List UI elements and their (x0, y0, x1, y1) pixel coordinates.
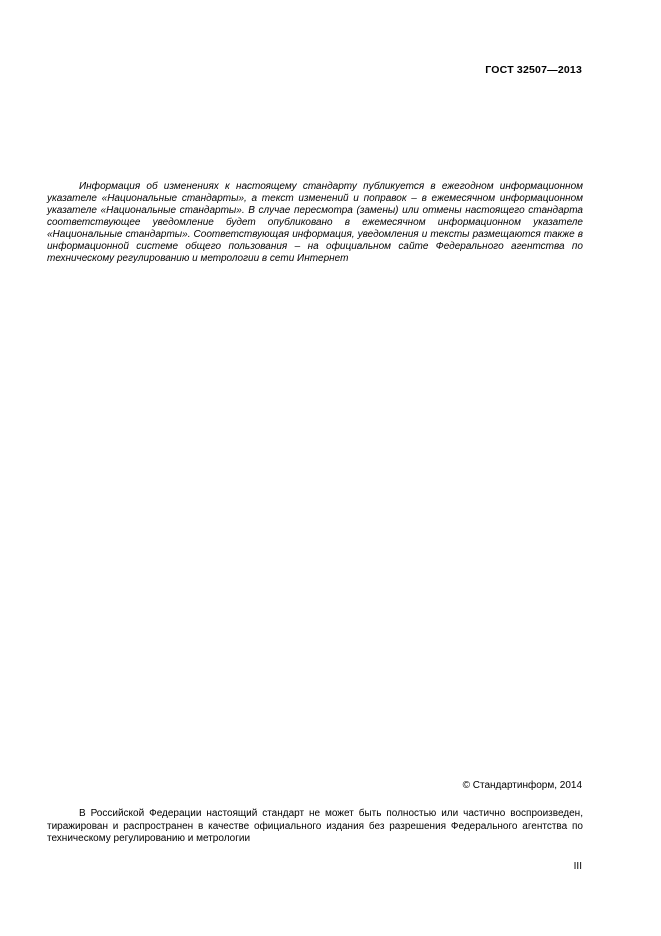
reproduction-notice (47, 808, 583, 846)
standard-code: ГОСТ 32507—2013 (485, 64, 582, 76)
copyright-line: © Стандартинформ, 2014 (462, 780, 582, 791)
page-number: III (573, 861, 582, 872)
amendments-notice (47, 181, 583, 265)
amendments-notice-text: Информация об изменениях к настоящему стандарту публикуется в ежегодном информационном указателе «Национальные стандарты», а текст изменений и поправок – в ежемесячном информационном указателе «Национальные стандарты». В случае пересмотра (замены) или отмены настоящего стандарта соответствующее уведомление будет опубликовано в ежемесячном информационном указателе «Национальные стандарты». Соответствующая информация, уведомления и тексты размещаются также в информационной системе общего пользования – на официальном сайте Федерального агентства по техническому регулированию и метрологии в сети Интернет (47, 181, 583, 264)
reproduction-notice-text: В Российской Федерации настоящий стандарт не может быть полностью или частично воспроизведен, тиражирован и распространен в качестве официального издания без разрешения Федерального агентства по техническому регулированию и метрологии (47, 808, 583, 844)
